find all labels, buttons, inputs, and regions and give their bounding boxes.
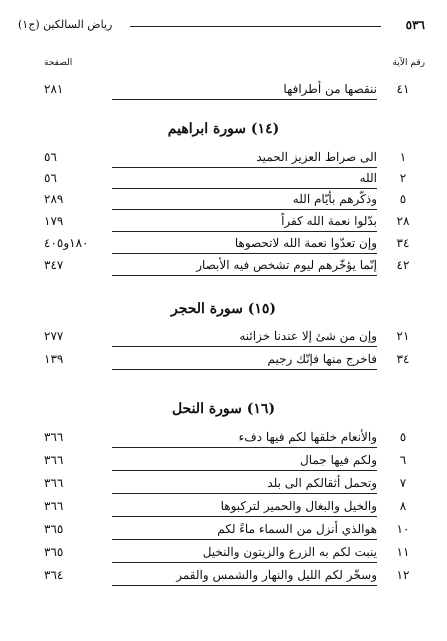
verse-number-column-header: رقم الآية (392, 58, 425, 68)
index-entry (0, 430, 447, 452)
dotted-leader (112, 188, 377, 189)
verse-text: ولكم فيها جمال (300, 453, 377, 467)
page-ref: ٣٦٦ (44, 476, 64, 490)
dotted-leader (112, 253, 377, 254)
page-ref: ٥٦ (44, 150, 57, 164)
verse-number: ٥ (399, 192, 407, 206)
page-ref: ١٨٠و٤٠٥ (44, 236, 89, 250)
page-ref: ٣٦٥ (44, 522, 64, 536)
verse-number: ٢ (399, 171, 407, 185)
verse-text: الله (359, 171, 377, 185)
page-ref: ٢٧٧ (44, 329, 64, 343)
dotted-leader (112, 539, 377, 540)
verse-text: وتحمل أثقالكم الى بلد (267, 476, 377, 490)
dotted-leader (112, 516, 377, 517)
index-entry (0, 214, 447, 236)
section-heading: (١٦) سورة النحل (171, 401, 276, 417)
verse-text: والأنعام خلقها لكم فيها دفء (238, 430, 377, 444)
page-ref: ٣٦٥ (44, 545, 64, 559)
index-entry (0, 545, 447, 567)
page-ref: ٣٦٦ (44, 430, 64, 444)
dotted-leader (112, 493, 377, 494)
verse-number: ٢١ (396, 329, 410, 343)
page-ref: ٢٨٩ (44, 192, 64, 206)
index-entry (0, 150, 447, 172)
verse-text: الى صراط العزيز الحميد (256, 150, 377, 164)
verse-number: ١١ (396, 545, 410, 559)
index-entry (0, 453, 447, 475)
dotted-leader (112, 275, 377, 276)
section-heading: (١٤) سورة ابراهيم (167, 121, 280, 137)
verse-number: ٥ (399, 430, 407, 444)
verse-number: ٨ (399, 499, 407, 513)
verse-number: ٧ (399, 476, 407, 490)
verse-number: ٣٤ (396, 352, 410, 366)
verse-text: وذكّرهم بأيّام الله (292, 192, 377, 206)
verse-text: فاخرج منها فإنّك رجيم (267, 352, 377, 366)
index-entry (0, 568, 447, 590)
page-ref: ٢٨١ (44, 82, 64, 96)
index-entry (0, 522, 447, 544)
verse-text: وإن من شئ إلا عندنا خزائنه (239, 329, 377, 343)
verse-text: إنّما يؤخّرهم ليوم تشخص فيه الأبصار (196, 258, 377, 272)
index-entry (0, 171, 447, 193)
dotted-leader (112, 369, 377, 370)
index-entry (0, 82, 447, 104)
verse-number: ٤١ (396, 82, 410, 96)
book-title: رياض السالكين (ج١) (18, 18, 113, 31)
page-ref: ٣٦٤ (44, 568, 64, 582)
running-head (18, 18, 425, 36)
verse-number: ٣٤ (396, 236, 410, 250)
verse-text: وسخّر لكم الليل والنهار والشمس والقمر (176, 568, 377, 582)
verse-text: والخيل والبغال والحمير لتركبوها (220, 499, 377, 513)
verse-text: بدّلوا نعمة الله كفراً (281, 214, 377, 228)
page-number: ٥٣٦ (405, 18, 425, 32)
page-ref: ٥٦ (44, 171, 57, 185)
index-entry (0, 329, 447, 351)
verse-number: ١٠ (396, 522, 410, 536)
dotted-leader (112, 231, 377, 232)
index-entry (0, 499, 447, 521)
page-ref: ١٧٩ (44, 214, 64, 228)
header-rule (130, 26, 381, 27)
dotted-leader (112, 470, 377, 471)
section-heading: (١٥) سورة الحجر (170, 301, 277, 317)
verse-number: ١ (399, 150, 407, 164)
dotted-leader (112, 99, 377, 100)
dotted-leader (112, 209, 377, 210)
page-column-header: الصفحة (44, 58, 73, 68)
index-entry (0, 258, 447, 280)
index-entry (0, 352, 447, 374)
page-ref: ٣٦٦ (44, 453, 64, 467)
page-ref: ٣٦٦ (44, 499, 64, 513)
verse-number: ٤٢ (396, 258, 410, 272)
verse-text: وإن تعدّوا نعمة الله لاتحصوها (234, 236, 377, 250)
page-ref: ١٣٩ (44, 352, 64, 366)
dotted-leader (112, 346, 377, 347)
dotted-leader (112, 447, 377, 448)
verse-number: ١٢ (396, 568, 410, 582)
verse-number: ٢٨ (396, 214, 410, 228)
verse-number: ٦ (399, 453, 407, 467)
index-entry (0, 236, 447, 258)
dotted-leader (112, 562, 377, 563)
verse-text: ننقصها من أطرافها (283, 82, 377, 96)
page-ref: ٣٤٧ (44, 258, 64, 272)
verse-text: هوالذي أنزل من السماء ماءً لكم (217, 522, 377, 536)
dotted-leader (112, 585, 377, 586)
verse-text: ينبت لكم به الزرع والزيتون والنخيل (202, 545, 377, 559)
index-entry (0, 192, 447, 214)
dotted-leader (112, 167, 377, 168)
index-entry (0, 476, 447, 498)
